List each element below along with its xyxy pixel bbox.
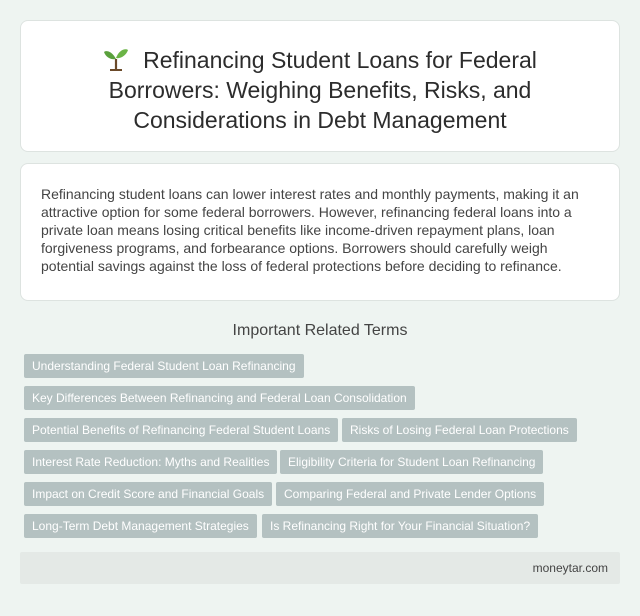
sprout-icon: [103, 47, 129, 71]
related-term-tag[interactable]: Comparing Federal and Private Lender Options: [276, 482, 544, 506]
related-term-tag[interactable]: Potential Benefits of Refinancing Federal Student Loans: [24, 418, 338, 442]
page-title: [21, 45, 619, 135]
related-term-tag[interactable]: Interest Rate Reduction: Myths and Realities: [24, 450, 277, 474]
related-term-tag[interactable]: Eligibility Criteria for Student Loan Refinancing: [280, 450, 543, 474]
related-term-tag[interactable]: Impact on Credit Score and Financial Goals: [24, 482, 272, 506]
footer: [20, 552, 620, 584]
related-term-tag[interactable]: Key Differences Between Refinancing and Federal Loan Consolidation: [24, 386, 415, 410]
related-term-tag[interactable]: Long-Term Debt Management Strategies: [24, 514, 257, 538]
summary-text: Refinancing student loans can lower interest rates and monthly payments, making it an attractive option for some federal borrowers. However, refinancing federal loans into a private loan means losing critical benefits like income-driven repayment plans, loan forgiveness programs, and forbearance options. Borrowers should carefully weigh potential savings against the loss of federal protections before deciding to refinance.: [41, 186, 579, 274]
footer-site-link[interactable]: moneytar.com: [532, 561, 608, 575]
related-term-tag[interactable]: Is Refinancing Right for Your Financial Situation?: [262, 514, 538, 538]
related-terms-heading: Important Related Terms: [232, 322, 408, 339]
related-term-tag[interactable]: Understanding Federal Student Loan Refinancing: [24, 354, 304, 378]
related-term-tag[interactable]: Risks of Losing Federal Loan Protections: [342, 418, 577, 442]
page-title-text: Refinancing Student Loans for Federal Borrowers: Weighing Benefits, Risks, and Considerations in Debt Management: [108, 47, 537, 133]
title-card: [20, 20, 620, 152]
summary-card: [20, 163, 620, 301]
